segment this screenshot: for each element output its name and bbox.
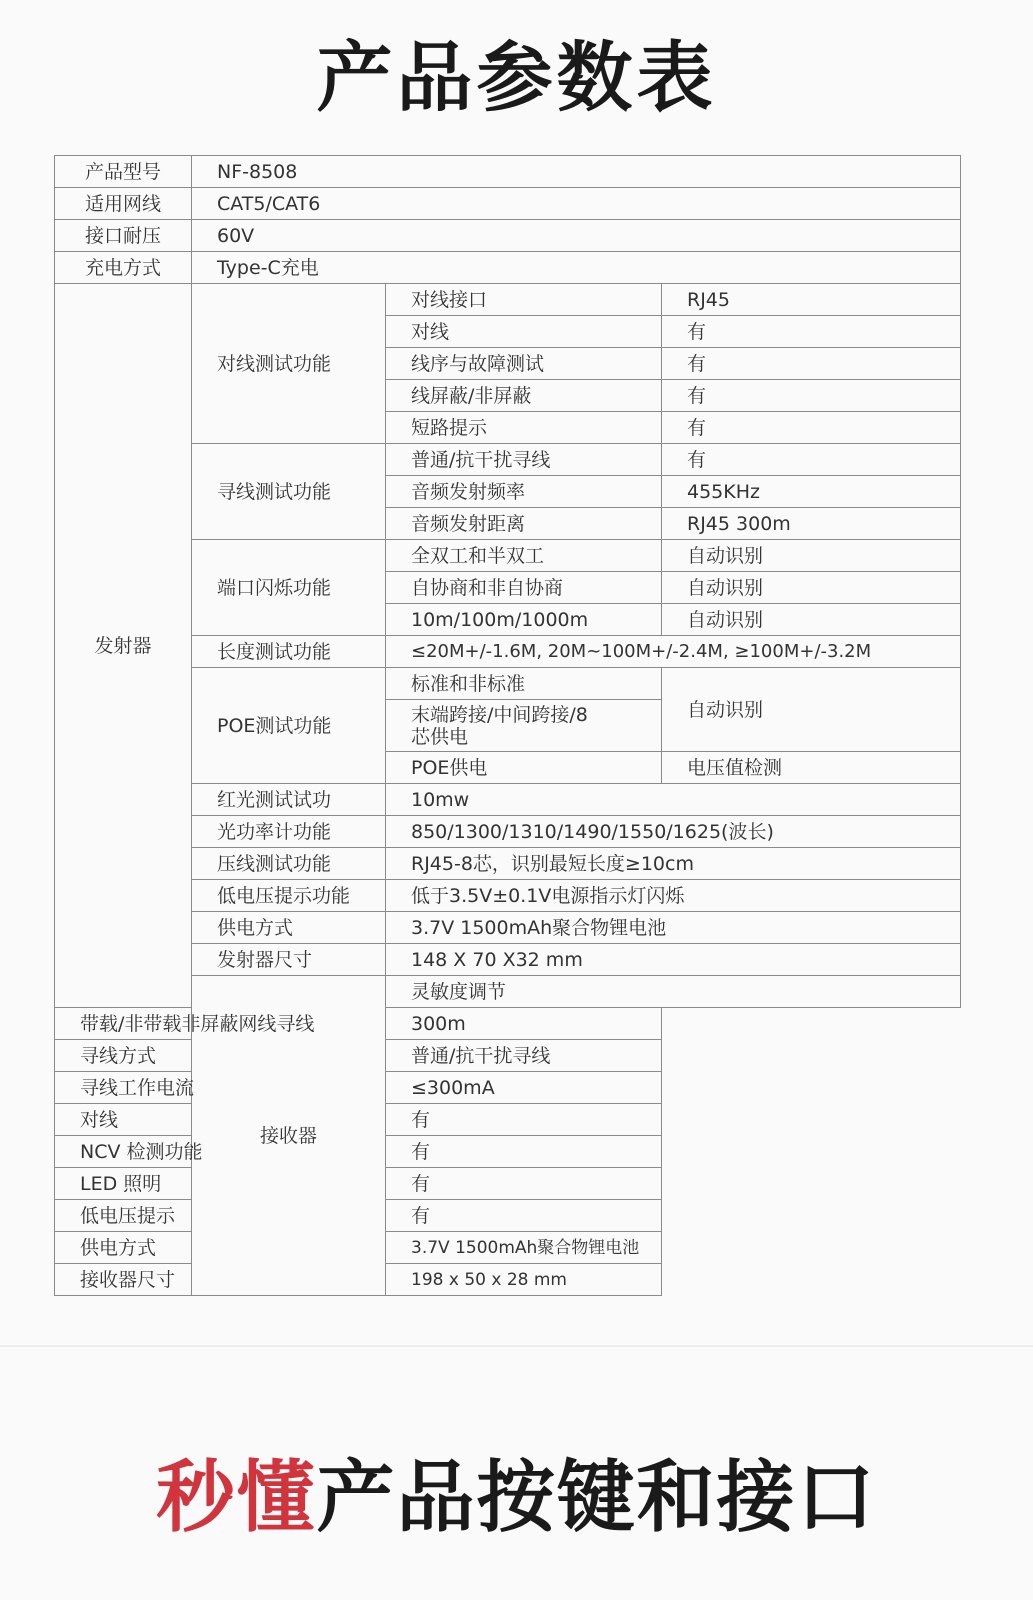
item-value: 3.7V 1500mAh聚合物锂电池: [386, 912, 961, 944]
row-label: 适用网线: [55, 188, 192, 220]
spec-table: [54, 155, 961, 1296]
item-value: 普通/抗干扰寻线: [386, 1040, 662, 1072]
heading-highlight: 秒懂: [156, 1453, 317, 1543]
item-value: 有: [662, 348, 961, 380]
item-value: 有: [386, 1104, 662, 1136]
item-name: 接收器尺寸: [55, 1264, 386, 1296]
item-value: 有: [662, 316, 961, 348]
section-heading: [0, 1448, 1033, 1548]
item-name: 末端跨接/中间跨接/8芯供电: [386, 700, 662, 752]
group-label: 供电方式: [192, 912, 386, 944]
item-name: POE供电: [386, 752, 662, 784]
item-value: 有: [662, 412, 961, 444]
item-name: 音频发射频率: [386, 476, 662, 508]
group-label: 长度测试功能: [192, 636, 386, 668]
group-label: 低电压提示功能: [192, 880, 386, 912]
item-value: 850/1300/1310/1490/1550/1625(波长): [386, 816, 961, 848]
row-value: CAT5/CAT6: [192, 188, 961, 220]
item-name: 低电压提示: [55, 1200, 386, 1232]
item-value: 自动识别: [662, 604, 961, 636]
item-value: 自动识别: [662, 540, 961, 572]
item-value: RJ45-8芯，识别最短长度≥10cm: [386, 848, 961, 880]
row-label: 接口耐压: [55, 220, 192, 252]
row-value: Type-C充电: [192, 252, 961, 284]
section-label-transmitter: 发射器: [55, 284, 192, 1008]
table-row: [55, 1104, 961, 1136]
item-value: 148 X 70 X32 mm: [386, 944, 961, 976]
group-label: 红光测试试功: [192, 784, 386, 816]
table-row: [55, 284, 961, 316]
table-row: [55, 1232, 961, 1264]
table-row: [55, 1168, 961, 1200]
item-name: 对线接口: [386, 284, 662, 316]
item-name: 对线: [386, 316, 662, 348]
row-label: 产品型号: [55, 156, 192, 188]
table-row: [55, 1072, 961, 1104]
section-label-receiver: 接收器: [192, 976, 386, 1296]
item-name: 灵敏度调节: [386, 976, 961, 1008]
item-name: 供电方式: [55, 1232, 386, 1264]
table-row: [55, 252, 961, 284]
item-name: 10m/100m/1000m: [386, 604, 662, 636]
item-name: 音频发射距离: [386, 508, 662, 540]
group-label: 寻线测试功能: [192, 444, 386, 540]
item-value: 有: [662, 380, 961, 412]
table-row: [55, 220, 961, 252]
item-value: ≤300mA: [386, 1072, 662, 1104]
item-value: 有: [662, 444, 961, 476]
table-row: [55, 1008, 961, 1040]
item-name: 全双工和半双工: [386, 540, 662, 572]
item-name: 自协商和非自协商: [386, 572, 662, 604]
item-name: 寻线方式: [55, 1040, 386, 1072]
page-title: 产品参数表: [316, 33, 717, 122]
table-row: [55, 1040, 961, 1072]
item-value: RJ45: [662, 284, 961, 316]
item-value: 3.7V 1500mAh聚合物锂电池: [386, 1232, 662, 1264]
table-row: [55, 188, 961, 220]
item-name: 标准和非标准: [386, 668, 662, 700]
item-value: 有: [386, 1136, 662, 1168]
group-label: 对线测试功能: [192, 284, 386, 444]
item-value: 455KHz: [662, 476, 961, 508]
section-divider: [0, 1345, 1033, 1347]
item-name: 普通/抗干扰寻线: [386, 444, 662, 476]
table-row: [55, 156, 961, 188]
row-value: NF-8508: [192, 156, 961, 188]
item-value: 有: [386, 1200, 662, 1232]
item-value: 自动识别: [662, 668, 961, 752]
table-row: [55, 1200, 961, 1232]
item-name: 线屏蔽/非屏蔽: [386, 380, 662, 412]
group-label: 压线测试功能: [192, 848, 386, 880]
item-name: 线序与故障测试: [386, 348, 662, 380]
item-name: LED 照明: [55, 1168, 386, 1200]
item-value: 10mw: [386, 784, 961, 816]
item-name: 对线: [55, 1104, 386, 1136]
row-value: 60V: [192, 220, 961, 252]
item-value: RJ45 300m: [662, 508, 961, 540]
item-value: 电压值检测: [662, 752, 961, 784]
item-name: 寻线工作电流: [55, 1072, 386, 1104]
item-name: 带载/非带载非屏蔽网线寻线: [55, 1008, 386, 1040]
item-value: 自动识别: [662, 572, 961, 604]
group-label: POE测试功能: [192, 668, 386, 784]
item-value: 300m: [386, 1008, 662, 1040]
table-row: [55, 1264, 961, 1296]
item-value: 198 x 50 x 28 mm: [386, 1264, 662, 1296]
group-label: 端口闪烁功能: [192, 540, 386, 636]
item-value: ≤20M+/-1.6M, 20M~100M+/-2.4M, ≥100M+/-3.2M: [386, 636, 961, 668]
item-value: 低于3.5V±0.1V电源指示灯闪烁: [386, 880, 961, 912]
row-label: 充电方式: [55, 252, 192, 284]
table-row: [55, 1136, 961, 1168]
group-label: 光功率计功能: [192, 816, 386, 848]
item-name: 短路提示: [386, 412, 662, 444]
item-value: 有: [386, 1168, 662, 1200]
heading-rest: 产品按键和接口: [316, 1453, 877, 1543]
item-name: NCV 检测功能: [55, 1136, 386, 1168]
group-label: 发射器尺寸: [192, 944, 386, 976]
